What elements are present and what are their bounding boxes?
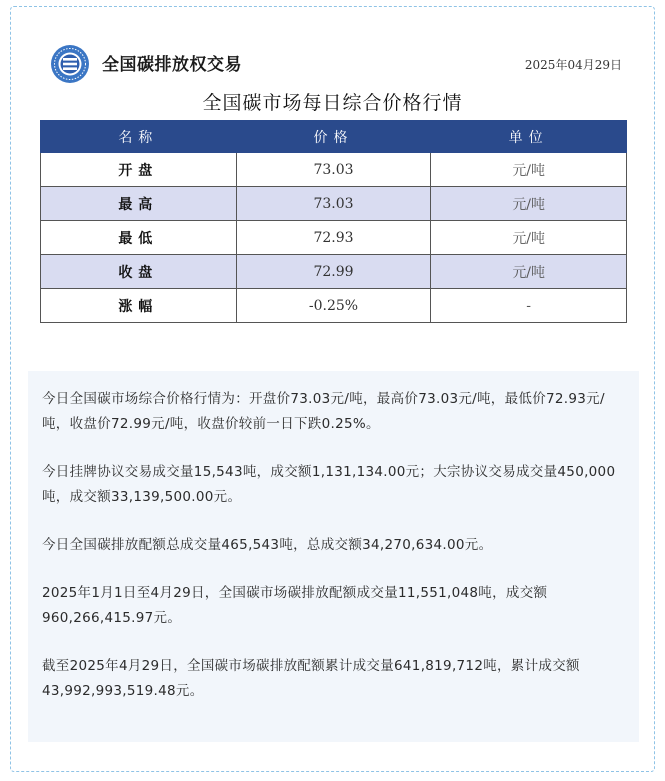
row-price: -0.25% — [236, 289, 431, 323]
row-unit: - — [431, 289, 627, 323]
table-row — [41, 289, 627, 323]
row-name: 最低 — [41, 221, 237, 255]
row-price: 73.03 — [236, 153, 431, 187]
exchange-logo-icon — [50, 44, 90, 84]
header-name: 名称 — [41, 121, 237, 153]
row-price: 73.03 — [236, 187, 431, 221]
row-unit: 元/吨 — [431, 153, 627, 187]
row-name: 收盘 — [41, 255, 237, 289]
table-row — [41, 221, 627, 255]
summary-paragraph: 今日全国碳排放配额总成交量465,543吨，总成交额34,270,634.00元。 — [42, 537, 493, 553]
summary-paragraph: 2025年1月1日至4月29日，全国碳市场碳排放配额成交量11,551,048吨，成交额960,266,415.97元。 — [42, 585, 548, 626]
summary-paragraph: 今日全国碳市场综合价格行情为：开盘价73.03元/吨，最高价73.03元/吨，最低价72.93元/吨，收盘价72.99元/吨，收盘价较前一日下跌0.25%。 — [42, 391, 605, 432]
table-row — [41, 187, 627, 221]
summary-paragraph: 截至2025年4月29日，全国碳市场碳排放配额累计成交量641,819,712吨，累计成交额43,992,993,519.48元。 — [42, 658, 580, 699]
row-unit: 元/吨 — [431, 255, 627, 289]
page-header — [50, 44, 630, 84]
report-date: 2025年04月29日 — [524, 58, 622, 72]
row-unit: 元/吨 — [431, 221, 627, 255]
header-price: 价格 — [236, 121, 431, 153]
row-name: 最高 — [41, 187, 237, 221]
price-table — [40, 120, 627, 323]
summary-paragraph: 今日挂牌协议交易成交量15,543吨，成交额1,131,134.00元；大宗协议交易成交量450,000吨，成交额33,139,500.00元。 — [42, 464, 616, 505]
row-price: 72.93 — [236, 221, 431, 255]
row-name: 开盘 — [41, 153, 237, 187]
table-row — [41, 153, 627, 187]
row-name: 涨幅 — [41, 289, 237, 323]
table-header-row — [41, 121, 627, 153]
brand-name: 全国碳排放权交易 — [102, 55, 242, 75]
row-price: 72.99 — [236, 255, 431, 289]
market-summary — [28, 371, 639, 742]
page-title: 全国碳市场每日综合价格行情 — [202, 92, 463, 114]
header-unit: 单位 — [431, 121, 627, 153]
table-row — [41, 255, 627, 289]
row-unit: 元/吨 — [431, 187, 627, 221]
